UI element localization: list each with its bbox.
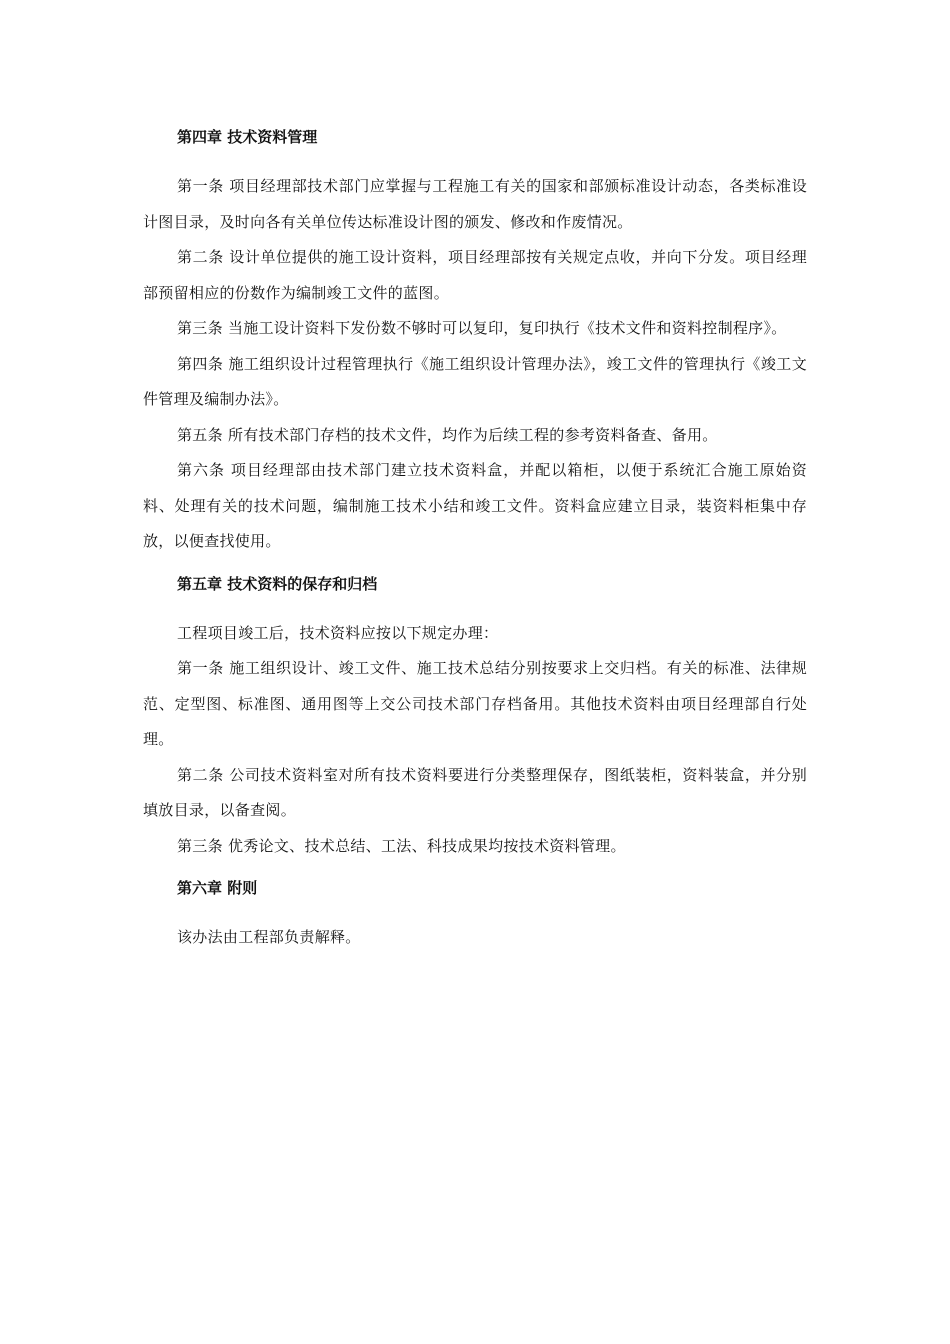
chapter-6-article-1: 该办法由工程部负责解释。	[177, 928, 361, 946]
chapter-4-title: 第四章 技术资料管理	[177, 128, 318, 146]
section-spacer	[143, 560, 807, 569]
chapter-5-article-2: 第二条 公司技术资料室对所有技术资料要进行分类整理保存，图纸装柜，资料装盒，并分别填放目录，以备查阅。	[143, 765, 807, 819]
chapter-6-title: 第六章 附则	[177, 879, 258, 897]
chapter-4-article-3: 第三条 当施工设计资料下发份数不够时可以复印，复印执行《技术文件和资料控制程序》。	[177, 319, 787, 337]
chapter-4-article-4: 第四条 施工组织设计过程管理执行《施工组织设计管理办法》，竣工文件的管理执行《竣工文件管理及编制办法》。	[143, 354, 807, 408]
chapter-5-article-3: 第三条 优秀论文、技术总结、工法、科技成果均按技术资料管理。	[177, 836, 626, 855]
chapter-4-article-6: 第六条 项目经理部由技术部门建立技术资料盒，并配以箱柜，以便于系统汇合施工原始资料、处理有关的技术问题，编制施工技术小结和竣工文件。资料盒应建立目录，装资料柜集中存放，以便查找使用。	[143, 461, 807, 550]
chapter-5-title: 第五章 技术资料的保存和归档	[177, 574, 378, 593]
chapter-4-article-5: 第五条 所有技术部门存档的技术文件，均作为后续工程的参考资料备查、备用。	[177, 425, 718, 444]
chapter-4-article-2: 第二条 设计单位提供的施工设计资料，项目经理部按有关规定点收，并向下分发。项目经理部预留相应的份数作为编制竣工文件的蓝图。	[143, 248, 807, 302]
chapter-5-section	[143, 569, 807, 865]
chapter-6-section	[143, 873, 807, 956]
chapter-4-section	[143, 122, 807, 560]
document-body	[143, 122, 807, 956]
chapter-5-intro: 工程项目竣工后，技术资料应按以下规定办理：	[177, 623, 499, 642]
chapter-4-article-1: 第一条 项目经理部技术部门应掌握与工程施工有关的国家和部颁标准设计动态，各类标准设计图目录，及时向各有关单位传达标准设计图的颁发、修改和作废情况。	[143, 177, 807, 231]
section-spacer	[143, 864, 807, 873]
chapter-5-article-1: 第一条 施工组织设计、竣工文件、施工技术总结分别按要求上交归档。有关的标准、法律规范、定型图、标准图、通用图等上交公司技术部门存档备用。其他技术资料由项目经理部自行处理。	[143, 659, 807, 748]
